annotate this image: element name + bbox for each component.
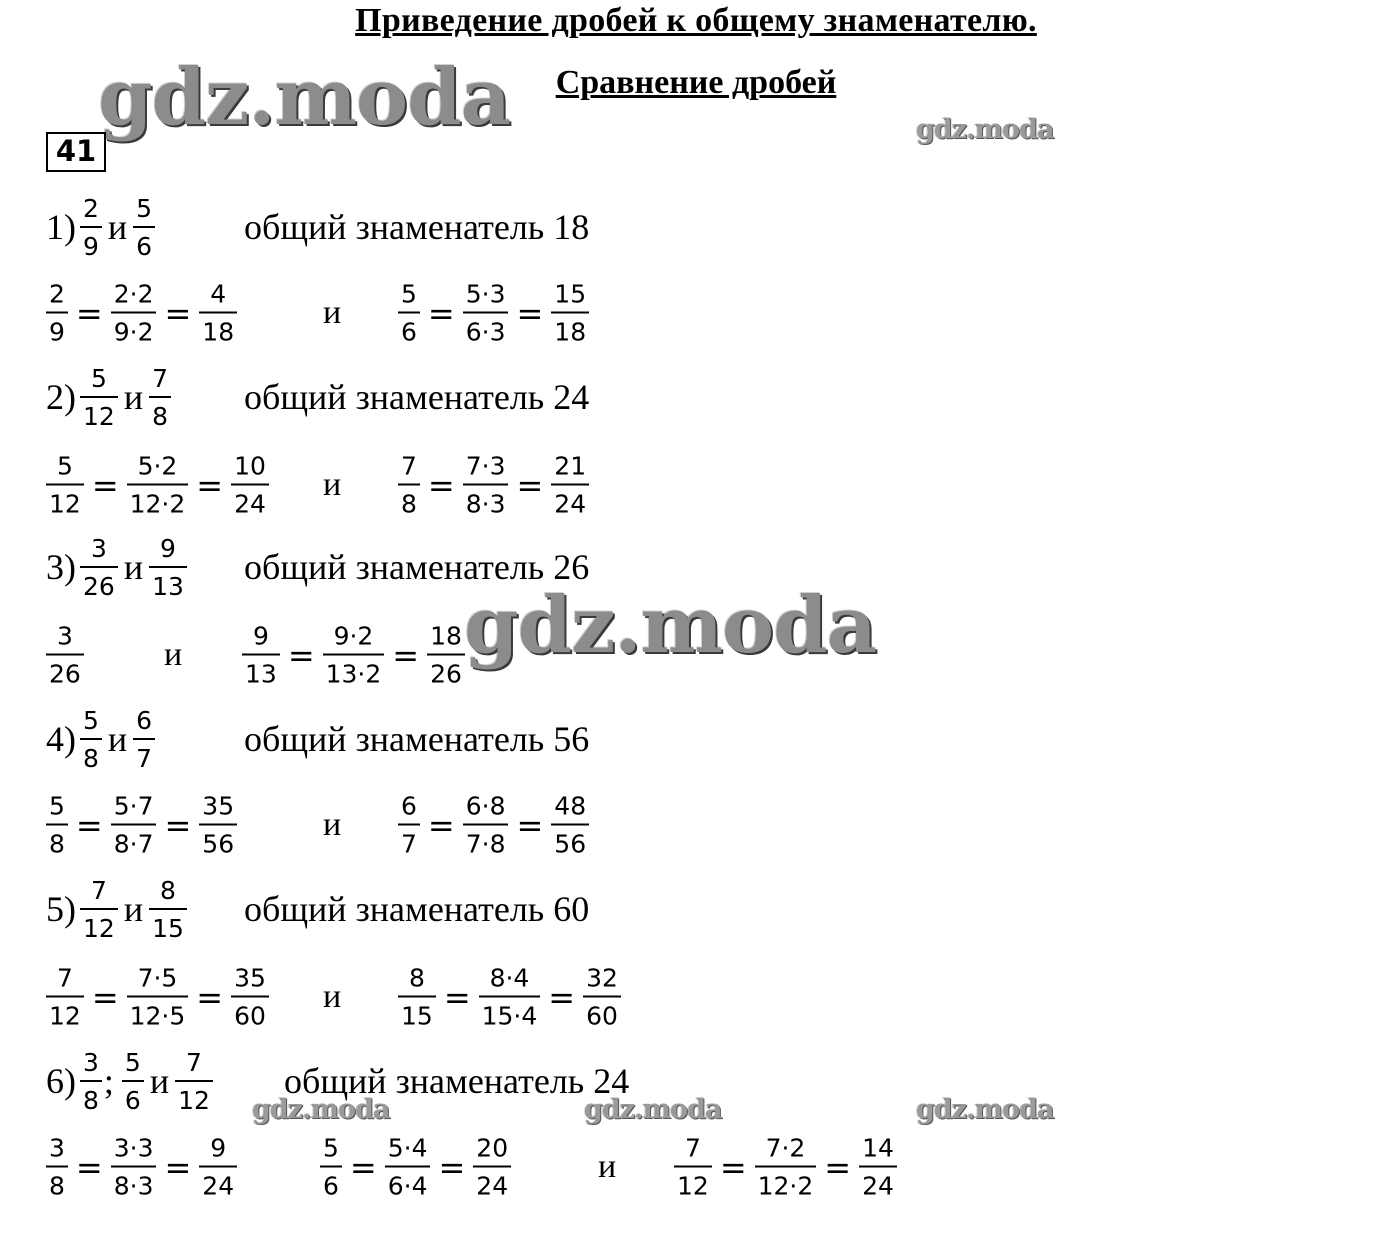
equals-sign: = <box>349 1148 377 1186</box>
fraction <box>80 363 118 431</box>
equals-sign: = <box>196 466 224 504</box>
denominator: 8 <box>80 738 102 771</box>
equals-sign: = <box>719 1148 747 1186</box>
equals-sign: = <box>438 1148 466 1186</box>
fraction <box>551 791 589 859</box>
denominator: 60 <box>583 996 621 1029</box>
denominator: 8·3 <box>111 1166 157 1199</box>
denominator: 15·4 <box>479 996 541 1029</box>
exercise-label: 1) <box>46 207 76 247</box>
fraction <box>323 621 385 689</box>
denominator: 24 <box>473 1166 511 1199</box>
fraction <box>46 451 84 519</box>
equals-sign: = <box>91 466 119 504</box>
conjunction: и <box>149 1061 170 1101</box>
task-number: 41 <box>46 132 106 172</box>
exercise-1-heading <box>46 192 590 262</box>
fraction <box>231 963 269 1031</box>
conjunction: и <box>323 294 342 331</box>
numerator: 2 <box>83 193 99 223</box>
equals-sign: = <box>427 294 455 332</box>
denominator: 12·5 <box>127 996 189 1029</box>
numerator: 5·7 <box>113 791 154 821</box>
equals-sign: = <box>164 1148 192 1186</box>
equals-sign: = <box>75 1148 103 1186</box>
denominator: 6 <box>133 226 155 259</box>
fraction <box>320 1133 342 1201</box>
common-denominator: общий знаменатель 18 <box>244 207 590 247</box>
numerator: 20 <box>476 1133 509 1163</box>
conjunction: и <box>164 636 183 673</box>
fraction <box>46 963 84 1031</box>
denominator: 12 <box>80 396 118 429</box>
fraction <box>199 1133 237 1201</box>
numerator: 3 <box>90 533 107 563</box>
conjunction: и <box>323 978 342 1015</box>
numerator: 5 <box>323 1133 339 1163</box>
fraction <box>551 279 589 347</box>
equals-sign: = <box>196 978 224 1016</box>
numerator: 7·5 <box>137 963 178 993</box>
fraction <box>398 963 436 1031</box>
fraction <box>755 1133 817 1201</box>
numerator: 5 <box>83 705 99 735</box>
equals-sign: = <box>427 806 455 844</box>
equals-sign: = <box>91 978 119 1016</box>
denominator: 8 <box>149 396 171 429</box>
exercise-label: 6) <box>46 1061 76 1101</box>
fraction <box>427 621 465 689</box>
numerator: 5 <box>56 451 73 481</box>
numerator: 6 <box>136 705 153 735</box>
fraction <box>133 193 155 261</box>
fraction <box>463 451 509 519</box>
equals-sign: = <box>516 294 544 332</box>
denominator: 12 <box>175 1080 213 1113</box>
numerator: 35 <box>202 791 235 821</box>
numerator: 10 <box>234 451 266 481</box>
numerator: 3 <box>56 621 73 651</box>
fraction <box>242 621 280 689</box>
denominator: 12·2 <box>127 484 189 517</box>
denominator: 9 <box>46 312 68 345</box>
equals-sign: = <box>427 466 455 504</box>
numerator: 6·8 <box>465 791 506 821</box>
denominator: 6 <box>398 312 420 345</box>
numerator: 5·4 <box>387 1133 428 1163</box>
numerator: 7 <box>401 451 417 481</box>
equals-sign: = <box>287 636 315 674</box>
denominator: 12 <box>46 996 84 1029</box>
fraction <box>175 1047 213 1115</box>
numerator: 9 <box>160 533 176 563</box>
numerator: 3 <box>49 1133 65 1163</box>
numerator: 7·2 <box>765 1133 806 1163</box>
equals-sign: = <box>548 978 576 1016</box>
conjunction: и <box>123 377 144 417</box>
conjunction: и <box>598 1148 617 1185</box>
watermark-small: gdz.moda <box>916 114 1054 145</box>
numerator: 5 <box>124 1047 141 1077</box>
conjunction: и <box>107 207 128 247</box>
fraction <box>46 1133 68 1201</box>
denominator: 8 <box>80 1080 102 1113</box>
numerator: 15 <box>554 279 587 309</box>
fraction <box>463 791 509 859</box>
equals-sign: = <box>75 806 103 844</box>
denominator: 8 <box>398 484 420 517</box>
denominator: 13 <box>149 566 187 599</box>
page-subtitle: Сравнение дробей <box>555 64 837 101</box>
exercise-label: 3) <box>46 547 76 587</box>
fraction <box>80 533 118 601</box>
fraction <box>398 451 420 519</box>
denominator: 13 <box>242 654 280 687</box>
denominator: 7 <box>133 738 155 771</box>
denominator: 56 <box>551 824 589 857</box>
fraction <box>80 875 118 943</box>
exercise-label: 5) <box>46 889 76 929</box>
conjunction: и <box>123 547 144 587</box>
equals-sign: = <box>392 636 420 674</box>
numerator: 8 <box>160 875 176 905</box>
fraction <box>859 1133 897 1201</box>
fraction <box>199 791 237 859</box>
denominator: 18 <box>551 312 589 345</box>
fraction <box>231 451 269 519</box>
equals-sign: = <box>164 806 192 844</box>
fraction <box>674 1133 712 1201</box>
numerator: 4 <box>210 279 227 309</box>
fraction <box>80 193 102 261</box>
denominator: 12 <box>80 908 118 941</box>
fraction <box>111 1133 157 1201</box>
exercise-5-heading <box>46 874 590 944</box>
fraction <box>46 279 68 347</box>
denominator: 9 <box>80 226 102 259</box>
denominator: 9·2 <box>111 312 157 345</box>
denominator: 8·3 <box>463 484 509 517</box>
numerator: 6 <box>401 791 417 821</box>
equals-sign: = <box>516 466 544 504</box>
numerator: 7 <box>186 1047 202 1077</box>
numerator: 21 <box>554 451 587 481</box>
denominator: 7 <box>398 824 420 857</box>
watermark-small: gdz.moda <box>252 1094 390 1125</box>
conjunction: ; <box>103 1061 114 1101</box>
equals-sign: = <box>824 1148 852 1186</box>
denominator: 8·7 <box>111 824 157 857</box>
conjunction: и <box>323 466 342 503</box>
numerator: 48 <box>554 791 587 821</box>
numerator: 7 <box>90 875 107 905</box>
denominator: 6 <box>122 1080 144 1113</box>
denominator: 24 <box>551 484 589 517</box>
denominator: 8 <box>46 824 68 857</box>
numerator: 7 <box>684 1133 701 1163</box>
watermark-small: gdz.moda <box>584 1094 722 1125</box>
denominator: 6·4 <box>385 1166 431 1199</box>
equals-sign: = <box>164 294 192 332</box>
common-denominator: общий знаменатель 24 <box>284 1061 630 1101</box>
numerator: 35 <box>234 963 266 993</box>
fraction <box>80 1047 102 1115</box>
fraction <box>149 533 187 601</box>
denominator: 12 <box>674 1166 712 1199</box>
numerator: 14 <box>862 1133 894 1163</box>
numerator: 9 <box>252 621 269 651</box>
numerator: 5 <box>90 363 107 393</box>
denominator: 26 <box>46 654 84 687</box>
fraction <box>111 279 157 347</box>
numerator: 5·2 <box>137 451 178 481</box>
denominator: 15 <box>398 996 436 1029</box>
numerator: 5 <box>401 279 417 309</box>
conjunction: и <box>323 806 342 843</box>
equals-sign: = <box>75 294 103 332</box>
fraction <box>473 1133 511 1201</box>
fraction <box>127 963 189 1031</box>
numerator: 9·2 <box>333 621 374 651</box>
numerator: 8 <box>408 963 425 993</box>
fraction <box>133 705 155 773</box>
common-denominator: общий знаменатель 56 <box>244 719 590 759</box>
numerator: 2 <box>49 279 65 309</box>
denominator: 6 <box>320 1166 342 1199</box>
denominator: 13·2 <box>323 654 385 687</box>
fraction <box>463 279 509 347</box>
numerator: 8·4 <box>489 963 530 993</box>
equals-sign: = <box>443 978 471 1016</box>
denominator: 15 <box>149 908 187 941</box>
numerator: 3 <box>83 1047 99 1077</box>
conjunction: и <box>107 719 128 759</box>
denominator: 6·3 <box>463 312 509 345</box>
denominator: 7·8 <box>463 824 509 857</box>
denominator: 12·2 <box>755 1166 817 1199</box>
watermark-large: gdz.moda <box>464 580 877 671</box>
denominator: 8 <box>46 1166 68 1199</box>
fraction <box>149 363 171 431</box>
denominator: 26 <box>80 566 118 599</box>
fraction <box>80 705 102 773</box>
common-denominator: общий знаменатель 60 <box>244 889 590 929</box>
fraction <box>398 791 420 859</box>
numerator: 7·3 <box>465 451 506 481</box>
fraction <box>111 791 157 859</box>
exercise-label: 2) <box>46 377 76 417</box>
numerator: 5·3 <box>465 279 506 309</box>
page-title: Приведение дробей к общему знаменателю. <box>355 2 1037 39</box>
numerator: 3·3 <box>113 1133 154 1163</box>
fraction <box>46 621 84 689</box>
exercise-3-heading <box>46 532 590 602</box>
denominator: 18 <box>199 312 237 345</box>
numerator: 5 <box>136 193 153 223</box>
conjunction: и <box>123 889 144 929</box>
common-denominator: общий знаменатель 24 <box>244 377 590 417</box>
numerator: 18 <box>430 621 462 651</box>
fraction <box>551 451 589 519</box>
denominator: 24 <box>859 1166 897 1199</box>
fraction <box>46 791 68 859</box>
fraction <box>127 451 189 519</box>
numerator: 9 <box>210 1133 227 1163</box>
exercise-2-heading <box>46 362 590 432</box>
fraction <box>398 279 420 347</box>
denominator: 56 <box>199 824 237 857</box>
denominator: 12 <box>46 484 84 517</box>
fraction <box>149 875 187 943</box>
fraction <box>583 963 621 1031</box>
numerator: 32 <box>586 963 618 993</box>
watermark-large: gdz.moda <box>98 52 511 143</box>
numerator: 2·2 <box>113 279 154 309</box>
denominator: 24 <box>199 1166 237 1199</box>
exercise-label: 4) <box>46 719 76 759</box>
numerator: 5 <box>49 791 65 821</box>
numerator: 7 <box>56 963 73 993</box>
fraction <box>385 1133 431 1201</box>
fraction <box>199 279 237 347</box>
numerator: 7 <box>152 363 168 393</box>
equals-sign: = <box>516 806 544 844</box>
common-denominator: общий знаменатель 26 <box>244 547 590 587</box>
denominator: 24 <box>231 484 269 517</box>
fraction <box>122 1047 144 1115</box>
fraction <box>479 963 541 1031</box>
denominator: 26 <box>427 654 465 687</box>
watermark-small: gdz.moda <box>916 1094 1054 1125</box>
denominator: 60 <box>231 996 269 1029</box>
exercise-4-heading <box>46 704 590 774</box>
